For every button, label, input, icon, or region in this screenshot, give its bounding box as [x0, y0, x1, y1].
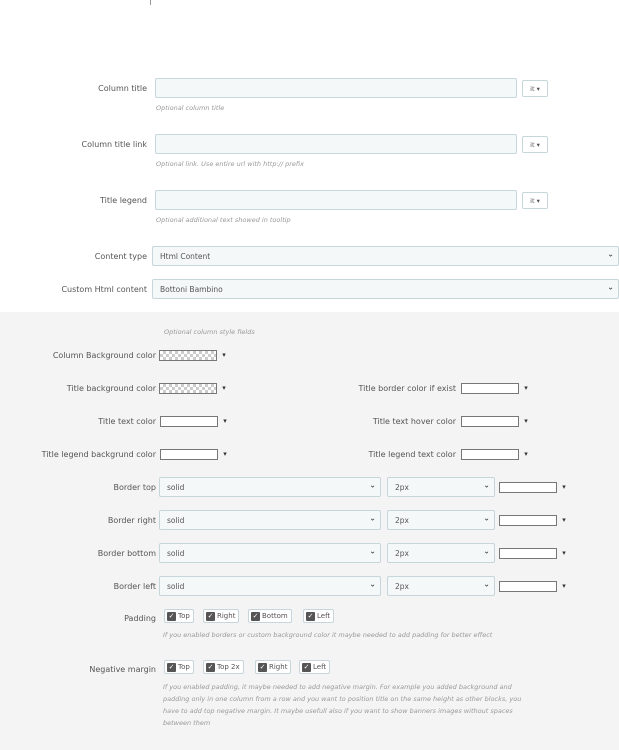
content-type-select[interactable] [152, 246, 619, 266]
padding-left-label: Left [317, 612, 331, 620]
title-text-hover-picker[interactable] [461, 413, 533, 429]
padding-bottom-checkbox[interactable] [248, 609, 292, 623]
check-icon: ✓ [252, 611, 259, 620]
content-type-label: Content type [94, 252, 147, 261]
title-bg-label: Title background color [66, 384, 156, 393]
title-border-label: Title border color if exist [358, 384, 456, 393]
border-right-width-select[interactable] [387, 510, 495, 530]
white-swatch [160, 416, 218, 427]
white-swatch [461, 449, 519, 460]
white-swatch [160, 449, 218, 460]
title-text-hover-label: Title text hover color [372, 417, 456, 426]
border-bottom-color-picker[interactable] [499, 545, 571, 561]
check-icon: ✓ [307, 611, 314, 620]
column-title-label: Column title [98, 84, 147, 93]
chevron-down-icon: ⌄ [607, 249, 614, 259]
check-icon: ✓ [303, 662, 310, 671]
column-title-input[interactable] [155, 78, 517, 98]
caret-down-icon[interactable]: ▾ [524, 450, 528, 458]
border-bottom-style-value: solid [167, 548, 185, 558]
neg-margin-top2x-checkbox[interactable] [203, 660, 244, 674]
border-top-style-select[interactable] [159, 477, 381, 497]
caret-down-icon[interactable]: ▾ [562, 549, 566, 557]
custom-html-select[interactable] [152, 279, 619, 299]
negative-margin-label: Negative margin [89, 665, 156, 674]
border-bottom-label: Border bottom [97, 549, 156, 558]
check-icon: ✓ [259, 662, 266, 671]
border-right-color-picker[interactable] [499, 512, 571, 528]
column-bg-picker[interactable] [159, 347, 231, 363]
column-title-help: Optional column title [156, 104, 225, 112]
neg-margin-top2x-label: Top 2x [217, 663, 240, 671]
padding-top-label: Top [178, 612, 190, 620]
neg-margin-top-label: Top [178, 663, 190, 671]
white-swatch [461, 416, 519, 427]
border-right-style-select[interactable] [159, 510, 381, 530]
chevron-down-icon: ⌄ [369, 546, 376, 556]
border-top-width-select[interactable] [387, 477, 495, 497]
caret-down-icon[interactable]: ▾ [524, 417, 528, 425]
padding-help: If you enabled borders or custom background color it maybe needed to add padding for better effect [163, 631, 493, 639]
title-legend-text-picker[interactable] [461, 446, 533, 462]
border-bottom-width-select[interactable] [387, 543, 495, 563]
column-title-link-lang-button[interactable]: it ▾ [522, 136, 548, 153]
chevron-down-icon: ⌄ [369, 513, 376, 523]
border-right-label: Border right [107, 516, 156, 525]
white-swatch [499, 515, 557, 526]
white-swatch [499, 548, 557, 559]
style-header-help: Optional column style fields [164, 328, 255, 336]
chevron-down-icon: ⌄ [369, 579, 376, 589]
transparent-swatch [159, 383, 217, 394]
neg-margin-right-checkbox[interactable] [255, 660, 291, 674]
title-border-picker[interactable] [461, 380, 533, 396]
transparent-swatch [159, 350, 217, 361]
border-left-label: Border left [113, 582, 156, 591]
column-title-link-input[interactable] [155, 134, 517, 154]
border-top-color-picker[interactable] [499, 479, 571, 495]
caret-down-icon[interactable]: ▾ [222, 384, 226, 392]
border-top-width-value: 2px [395, 482, 409, 492]
neg-margin-left-label: Left [313, 663, 327, 671]
top-mark [150, 0, 151, 5]
title-legend-label: Title legend [100, 196, 147, 205]
negative-margin-help-2: padding only in one column from a row and you want to position title on the same height as other blocks, you [163, 695, 522, 703]
title-legend-lang-button[interactable]: it ▾ [522, 192, 548, 209]
chevron-down-icon: ⌄ [369, 480, 376, 490]
negative-margin-help-4: between them [163, 719, 211, 727]
column-bg-label: Column Background color [52, 351, 156, 360]
column-title-link-label: Column title link [81, 140, 147, 149]
chevron-down-icon: ⌄ [483, 480, 490, 490]
check-icon: ✓ [168, 662, 175, 671]
caret-down-icon[interactable]: ▾ [524, 384, 528, 392]
border-top-label: Border top [113, 483, 156, 492]
title-legend-text-label: Title legend text color [368, 450, 456, 459]
border-right-width-value: 2px [395, 515, 409, 525]
chevron-down-icon: ⌄ [483, 513, 490, 523]
title-text-picker[interactable] [160, 413, 232, 429]
neg-margin-top-checkbox[interactable] [164, 660, 194, 674]
padding-left-checkbox[interactable] [303, 609, 334, 623]
white-swatch [499, 581, 557, 592]
white-swatch [499, 482, 557, 493]
caret-down-icon[interactable]: ▾ [562, 582, 566, 590]
border-bottom-style-select[interactable] [159, 543, 381, 563]
neg-margin-right-label: Right [269, 663, 288, 671]
border-bottom-width-value: 2px [395, 548, 409, 558]
caret-down-icon[interactable]: ▾ [223, 417, 227, 425]
chevron-down-icon: ⌄ [607, 282, 614, 292]
negative-margin-help-3: have to add top negative margin. It maybe usefull also if you want to show banners images without spaces [163, 707, 513, 715]
title-legend-input[interactable] [155, 190, 517, 210]
caret-down-icon[interactable]: ▾ [562, 516, 566, 524]
caret-down-icon[interactable]: ▾ [222, 351, 226, 359]
title-legend-bg-picker[interactable] [160, 446, 232, 462]
negative-margin-help-1: If you enabled padding, it maybe needed to add negative margin. For example you added background and [163, 683, 512, 691]
border-left-style-value: solid [167, 581, 185, 591]
chevron-down-icon: ⌄ [483, 579, 490, 589]
padding-top-checkbox[interactable] [164, 609, 194, 623]
check-icon: ✓ [168, 611, 175, 620]
custom-html-label: Custom Html content [61, 285, 147, 294]
padding-right-label: Right [217, 612, 236, 620]
border-left-width-value: 2px [395, 581, 409, 591]
column-title-link-help: Optional link. Use entire url with http:// prefix [156, 160, 304, 168]
padding-right-checkbox[interactable] [203, 609, 239, 623]
padding-bottom-label: Bottom [262, 612, 288, 620]
padding-label: Padding [124, 614, 156, 623]
border-left-width-select[interactable] [387, 576, 495, 596]
check-icon: ✓ [207, 662, 214, 671]
title-legend-help: Optional additional text showed in tooltip [156, 216, 291, 224]
border-top-style-value: solid [167, 482, 185, 492]
content-type-value: Html Content [160, 251, 211, 261]
caret-down-icon[interactable]: ▾ [562, 483, 566, 491]
custom-html-value: Bottoni Bambino [160, 284, 223, 294]
neg-margin-left-checkbox[interactable] [299, 660, 330, 674]
title-legend-bg-label: Title legend backgrund color [41, 450, 156, 459]
check-icon: ✓ [207, 611, 214, 620]
column-title-lang-button[interactable]: it ▾ [522, 80, 548, 97]
title-text-label: Title text color [98, 417, 156, 426]
chevron-down-icon: ⌄ [483, 546, 490, 556]
title-bg-picker[interactable] [159, 380, 231, 396]
border-left-style-select[interactable] [159, 576, 381, 596]
border-right-style-value: solid [167, 515, 185, 525]
border-left-color-picker[interactable] [499, 578, 571, 594]
caret-down-icon[interactable]: ▾ [223, 450, 227, 458]
white-swatch [461, 383, 519, 394]
